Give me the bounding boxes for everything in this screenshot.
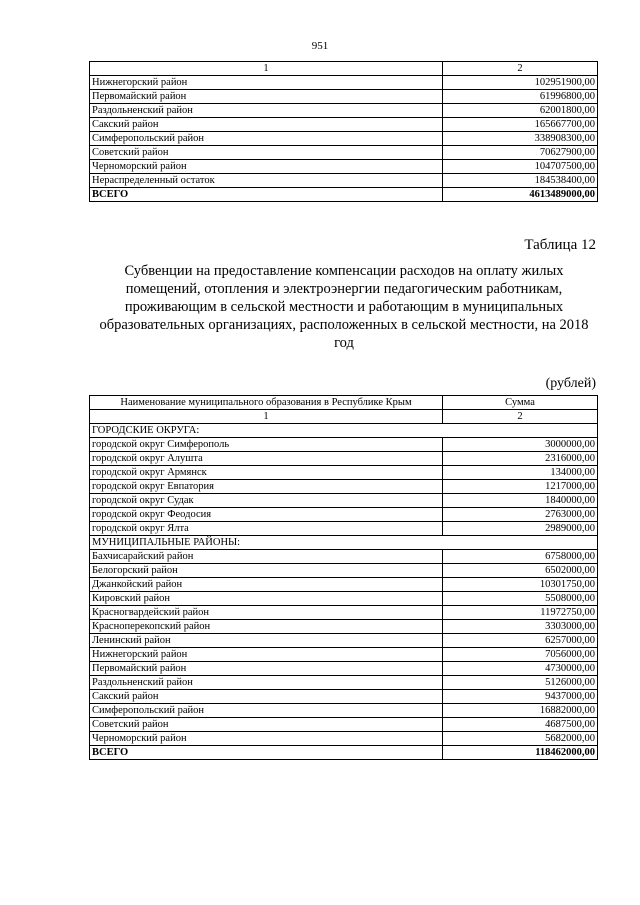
- table-row: [90, 522, 598, 536]
- row-name: Первомайский район: [90, 662, 443, 676]
- row-name: ВСЕГО: [90, 188, 443, 202]
- row-value: 6758000,00: [443, 550, 598, 564]
- row-value: 118462000,00: [443, 746, 598, 760]
- row-value: 70627900,00: [443, 146, 598, 160]
- row-value: 4730000,00: [443, 662, 598, 676]
- row-value: 184538400,00: [443, 174, 598, 188]
- table-row: [90, 732, 598, 746]
- table-row: [90, 90, 598, 104]
- row-value: 4687500,00: [443, 718, 598, 732]
- table-row: [90, 676, 598, 690]
- row-name: городской округ Симферополь: [90, 438, 443, 452]
- table-row: [90, 704, 598, 718]
- row-name: Черноморский район: [90, 732, 443, 746]
- row-value: 16882000,00: [443, 704, 598, 718]
- units-label: (рублей): [545, 376, 596, 391]
- table-row: [90, 592, 598, 606]
- row-name: Сакский район: [90, 690, 443, 704]
- table-row: [90, 104, 598, 118]
- row-value: 6502000,00: [443, 564, 598, 578]
- header-row: [90, 396, 598, 410]
- table-label: Таблица 12: [524, 237, 596, 253]
- column-number-row: [90, 62, 598, 76]
- row-name: Нижнегорский район: [90, 648, 443, 662]
- total-row: [90, 746, 598, 760]
- total-row: [90, 188, 598, 202]
- table-row: [90, 438, 598, 452]
- table-row: [90, 118, 598, 132]
- row-name: Раздольненский район: [90, 676, 443, 690]
- row-name: Джанкойский район: [90, 578, 443, 592]
- page-number: 951: [311, 40, 329, 52]
- row-value: 165667700,00: [443, 118, 598, 132]
- row-name: Нижнегорский район: [90, 76, 443, 90]
- row-value: 3303000,00: [443, 620, 598, 634]
- table-row: [90, 578, 598, 592]
- continued-table: [89, 61, 598, 202]
- row-value: 2989000,00: [443, 522, 598, 536]
- section-header-city-districts-title: ГОРОДСКИЕ ОКРУГА:: [90, 424, 598, 438]
- section-header-municipal-districts-title: МУНИЦИПАЛЬНЫЕ РАЙОНЫ:: [90, 536, 598, 550]
- table-row: [90, 634, 598, 648]
- row-value: 5126000,00: [443, 676, 598, 690]
- row-name: городской округ Алушта: [90, 452, 443, 466]
- table-row: [90, 620, 598, 634]
- row-name: Симферопольский район: [90, 704, 443, 718]
- row-value: 104707500,00: [443, 160, 598, 174]
- row-name: Красногвардейский район: [90, 606, 443, 620]
- table-title: Субвенции на предоставление компенсации расходов на оплату жилых помещений, отопления и электроэнергии педагогическим работникам, проживающим в сельской местности и работающим в муниципальных образовательных организациях, расположенных в сельской местности, на 2018 год: [99, 263, 589, 351]
- table-row: [90, 550, 598, 564]
- row-name: Сакский район: [90, 118, 443, 132]
- table-row: [90, 564, 598, 578]
- table-row: [90, 76, 598, 90]
- table-row: [90, 690, 598, 704]
- row-name: Ленинский район: [90, 634, 443, 648]
- table-row: [90, 452, 598, 466]
- row-value: 62001800,00: [443, 104, 598, 118]
- row-value: 5682000,00: [443, 732, 598, 746]
- column-header-sum: Сумма: [443, 396, 598, 410]
- row-name: городской округ Ялта: [90, 522, 443, 536]
- row-name: Симферопольский район: [90, 132, 443, 146]
- row-name: Первомайский район: [90, 90, 443, 104]
- row-value: 61996800,00: [443, 90, 598, 104]
- table-row: [90, 662, 598, 676]
- column-number-1: 1: [90, 410, 443, 424]
- table-row: [90, 508, 598, 522]
- column-number-row: [90, 410, 598, 424]
- table-row: [90, 648, 598, 662]
- row-value: 2763000,00: [443, 508, 598, 522]
- column-header-name: Наименование муниципального образования в Республике Крым: [90, 396, 443, 410]
- column-number-1: 1: [90, 62, 443, 76]
- subvention-table: [89, 395, 598, 760]
- table-row: [90, 466, 598, 480]
- row-name: Советский район: [90, 718, 443, 732]
- row-value: 2316000,00: [443, 452, 598, 466]
- row-name: Красноперекопский район: [90, 620, 443, 634]
- table-row: [90, 160, 598, 174]
- section-header-city-districts: [90, 424, 598, 438]
- row-value: 5508000,00: [443, 592, 598, 606]
- row-name: городской округ Феодосия: [90, 508, 443, 522]
- row-name: Белогорский район: [90, 564, 443, 578]
- row-name: Бахчисарайский район: [90, 550, 443, 564]
- row-name: ВСЕГО: [90, 746, 443, 760]
- row-name: городской округ Армянск: [90, 466, 443, 480]
- table-row: [90, 480, 598, 494]
- row-value: 1217000,00: [443, 480, 598, 494]
- row-name: Раздольненский район: [90, 104, 443, 118]
- row-value: 1840000,00: [443, 494, 598, 508]
- table-row: [90, 146, 598, 160]
- row-name: городской округ Евпатория: [90, 480, 443, 494]
- row-value: 9437000,00: [443, 690, 598, 704]
- table-row: [90, 494, 598, 508]
- row-value: 6257000,00: [443, 634, 598, 648]
- column-number-2: 2: [443, 62, 598, 76]
- row-value: 11972750,00: [443, 606, 598, 620]
- row-value: 4613489000,00: [443, 188, 598, 202]
- row-value: 10301750,00: [443, 578, 598, 592]
- row-name: городской округ Судак: [90, 494, 443, 508]
- row-value: 7056000,00: [443, 648, 598, 662]
- row-value: 338908300,00: [443, 132, 598, 146]
- row-value: 134000,00: [443, 466, 598, 480]
- row-value: 3000000,00: [443, 438, 598, 452]
- table-row: [90, 606, 598, 620]
- row-name: Кировский район: [90, 592, 443, 606]
- row-name: Нераспределенный остаток: [90, 174, 443, 188]
- table-row: [90, 174, 598, 188]
- table-row: [90, 718, 598, 732]
- row-name: Черноморский район: [90, 160, 443, 174]
- table-row: [90, 132, 598, 146]
- column-number-2: 2: [443, 410, 598, 424]
- section-header-municipal-districts: [90, 536, 598, 550]
- row-value: 102951900,00: [443, 76, 598, 90]
- row-name: Советский район: [90, 146, 443, 160]
